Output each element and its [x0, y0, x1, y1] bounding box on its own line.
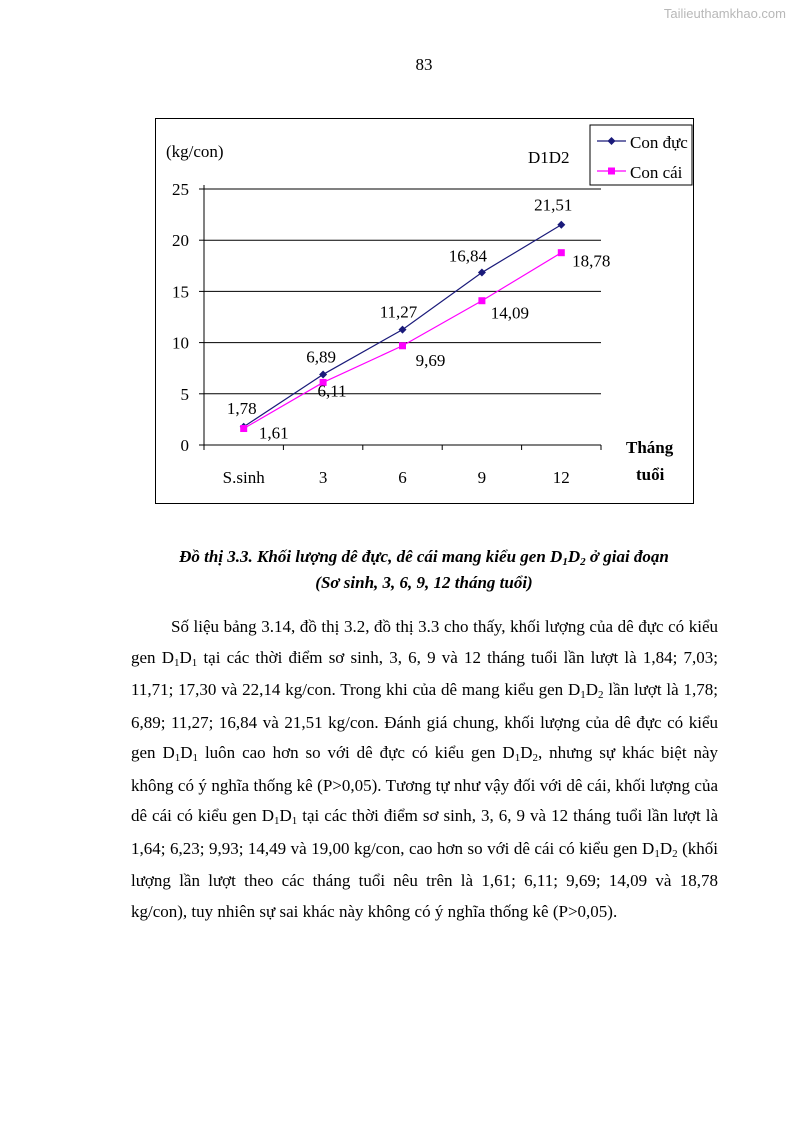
para-sub: 1	[580, 689, 586, 701]
para-sub: 1	[274, 815, 280, 827]
data-label-female: 18,78	[572, 251, 611, 271]
data-point-female	[478, 297, 485, 304]
y-tick-label: 20	[172, 231, 189, 251]
data-label-male: 11,27	[379, 302, 418, 322]
caption-sub-2: 2	[580, 556, 586, 568]
x-axis-title-line1: Tháng	[626, 438, 674, 457]
x-tick-label: S.sinh	[222, 468, 265, 487]
legend-marker-female	[608, 168, 615, 175]
data-point-female	[399, 342, 406, 349]
x-tick-label: 3	[318, 468, 328, 487]
figure-caption-line1	[90, 544, 758, 572]
data-point-female	[240, 425, 247, 432]
para-sub: 1	[291, 815, 298, 827]
para-sub: 1	[174, 656, 180, 669]
data-label-male: 21,51	[534, 195, 573, 215]
para-sub: 2	[598, 689, 604, 701]
axis-layer	[172, 180, 601, 487]
data-point-male	[557, 221, 565, 229]
y-tick-label: 10	[172, 333, 189, 353]
y-axis-title: (kg/con)	[166, 142, 224, 161]
legend	[590, 125, 692, 185]
caption-text-a: Đồ thị 3.3. Khối lượng dê đực, dê cái mang kiểu gen D	[179, 547, 563, 566]
para-sub: 1	[174, 752, 181, 764]
caption-text-c: ở giai đoạn	[585, 547, 669, 566]
para-seg: D	[180, 743, 193, 762]
para-seg: Số liệu bảng 3.14, đồ thị 3.2, đồ thị 3.3 cho thấy, khối lượng của dê đực có kiểu gen D	[131, 617, 718, 667]
para-seg: D	[179, 647, 192, 667]
data-point-female	[558, 249, 565, 256]
para-sub: 2	[672, 847, 678, 860]
body-paragraph	[131, 612, 718, 927]
data-label-female: 1,61	[258, 423, 289, 443]
para-sub: 1	[654, 847, 660, 860]
x-tick-label: 6	[398, 468, 407, 487]
para-seg: D	[279, 806, 292, 825]
data-label-male: 16,84	[448, 246, 488, 266]
figure-caption-line2: (Sơ sinh, 3, 6, 9, 12 tháng tuổi)	[315, 573, 533, 592]
para-sub: 1	[191, 656, 198, 669]
para-sub: 2	[532, 752, 538, 764]
legend-label-female: Con cái	[630, 163, 683, 182]
caption-sub-1: 1	[562, 556, 568, 568]
watermark: Tailieuthamkhao.com	[663, 6, 786, 21]
para-seg: tại các thời điểm sơ sinh, 3, 6, 9 và 12 tháng tuổi lần lượt là 1,84; 7,03; 11,71; 17,30 và 22,14 kg/con. Trong khi của dê mang kiểu gen D	[131, 647, 718, 699]
para-sub: 1	[192, 752, 199, 764]
chart-svg	[156, 119, 695, 505]
caption-text-b: D	[567, 547, 581, 566]
series-layer	[240, 221, 566, 432]
data-label-female: 9,69	[415, 350, 446, 370]
para-sub: 1	[514, 752, 521, 764]
x-tick-label: 9	[477, 468, 487, 487]
x-axis-title-line2: tuổi	[636, 465, 665, 484]
chart-title: D1D2	[528, 148, 570, 167]
para-seg: D	[659, 838, 673, 858]
data-label-female: 14,09	[490, 303, 530, 323]
para-seg: luôn cao hơn so với dê đực có kiểu gen D	[198, 743, 515, 762]
data-point-male	[399, 326, 407, 334]
line-chart	[155, 118, 694, 504]
y-tick-label: 15	[172, 282, 189, 302]
series-line-female	[244, 253, 562, 429]
para-seg: tại các thời điểm sơ sinh, 3, 6, 9 và 12 tháng tuổi lần lượt là 1,64; 6,23; 9,93; 14,49 và 19,00 kg/con, cao hơn so với dê cái có kiểu gen D	[131, 806, 718, 858]
data-label-male: 6,89	[306, 347, 336, 367]
y-tick-label: 25	[172, 180, 189, 199]
x-tick-label: 12	[552, 468, 570, 487]
data-label-female: 6,11	[317, 381, 347, 401]
para-seg: D	[585, 680, 599, 699]
para-seg: lần lượt là 1,78; 6,89; 11,27; 16,84 và 21,51 kg/con. Đánh giá chung, khối lượng của dê đực có kiểu gen D	[131, 680, 718, 762]
para-seg: , nhưng sự khác biệt này không có ý nghĩa thống kê (P>0,05). Tương tự như vậy đối với dê cái, khối lượng của dê cái có kiểu gen D	[131, 743, 719, 825]
para-seg: D	[520, 743, 533, 762]
legend-label-male: Con đực	[630, 133, 688, 152]
grid-layer	[204, 189, 601, 394]
data-point-male	[478, 269, 486, 277]
y-tick-label: 0	[180, 436, 189, 455]
data-point-male	[319, 370, 327, 378]
page-number: 83	[415, 55, 433, 74]
y-tick-label: 5	[180, 384, 189, 404]
para-seg: (khối lượng lần lượt theo các tháng tuổi nêu trên là 1,61; 6,11; 9,69; 14,09 và 18,78 kg/con), tuy nhiên sự sai khác này không có ý nghĩa thống kê (P>0,05).	[131, 838, 719, 921]
data-label-male: 1,78	[226, 398, 257, 418]
